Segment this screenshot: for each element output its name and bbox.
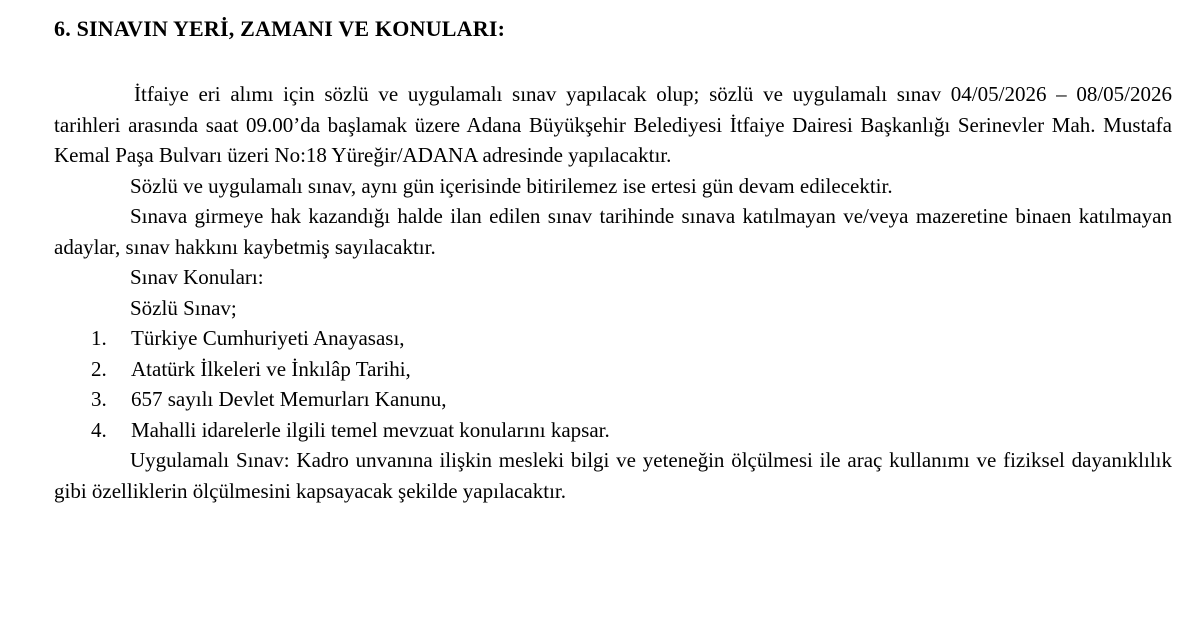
- list-item-text: Atatürk İlkeleri ve İnkılâp Tarihi,: [131, 356, 411, 381]
- list-item-number: 3.: [91, 387, 107, 411]
- exam-topics-label: Sınav Konuları:: [130, 265, 264, 289]
- list-item: [54, 415, 1172, 446]
- list-item-text: Mahalli idarelerle ilgili temel mevzuat konularını kapsar.: [131, 417, 610, 442]
- list-item-text: Türkiye Cumhuriyeti Anayasası,: [131, 326, 405, 350]
- section-heading: 6. SINAVIN YERİ, ZAMANI VE KONULARI:: [54, 16, 506, 41]
- exam-continuation-paragraph: Sözlü ve uygulamalı sınav, aynı gün içerisinde bitirilemez ise ertesi gün devam edilecektir.: [130, 173, 893, 198]
- oral-exam-label: Sözlü Sınav;: [130, 295, 237, 320]
- practical-exam-paragraph: Uygulamalı Sınav: Kadro unvanına ilişkin mesleki bilgi ve yeteneğin ölçülmesi ile araç kullanımı ve fiziksel dayanıklılık gibi özelliklerin ölçülmesini kapsayacak şekilde yapılacaktır.: [54, 448, 1172, 503]
- list-item-number: 1.: [91, 326, 107, 350]
- list-item-number: 2.: [91, 356, 107, 381]
- list-item-text: 657 sayılı Devlet Memurları Kanunu,: [131, 387, 447, 411]
- list-item: [54, 323, 1172, 354]
- list-item: [54, 354, 1172, 385]
- list-item: [54, 384, 1172, 415]
- absence-paragraph: Sınava girmeye hak kazandığı halde ilan edilen sınav tarihinde sınava katılmayan ve/veya mazeretine binaen katılmayan adaylar, sınav hakkını kaybetmiş sayılacaktır.: [54, 204, 1172, 259]
- exam-location-paragraph: İtfaiye eri alımı için sözlü ve uygulamalı sınav yapılacak olup; sözlü ve uygulamalı sınav 04/05/2026 – 08/05/2026 tarihleri arasında saat 09.00’da başlamak üzere Adana Büyükşehir Belediyesi İtfaiye Dairesi Başkanlığı Serinevler Mah. Mustafa Kemal Paşa Bulvarı üzeri No:18 Yüreğir/ADANA adresinde yapılacaktır.: [54, 82, 1172, 167]
- oral-topics-list: [54, 323, 1172, 445]
- list-item-number: 4.: [91, 417, 107, 442]
- document-page: [54, 14, 1172, 506]
